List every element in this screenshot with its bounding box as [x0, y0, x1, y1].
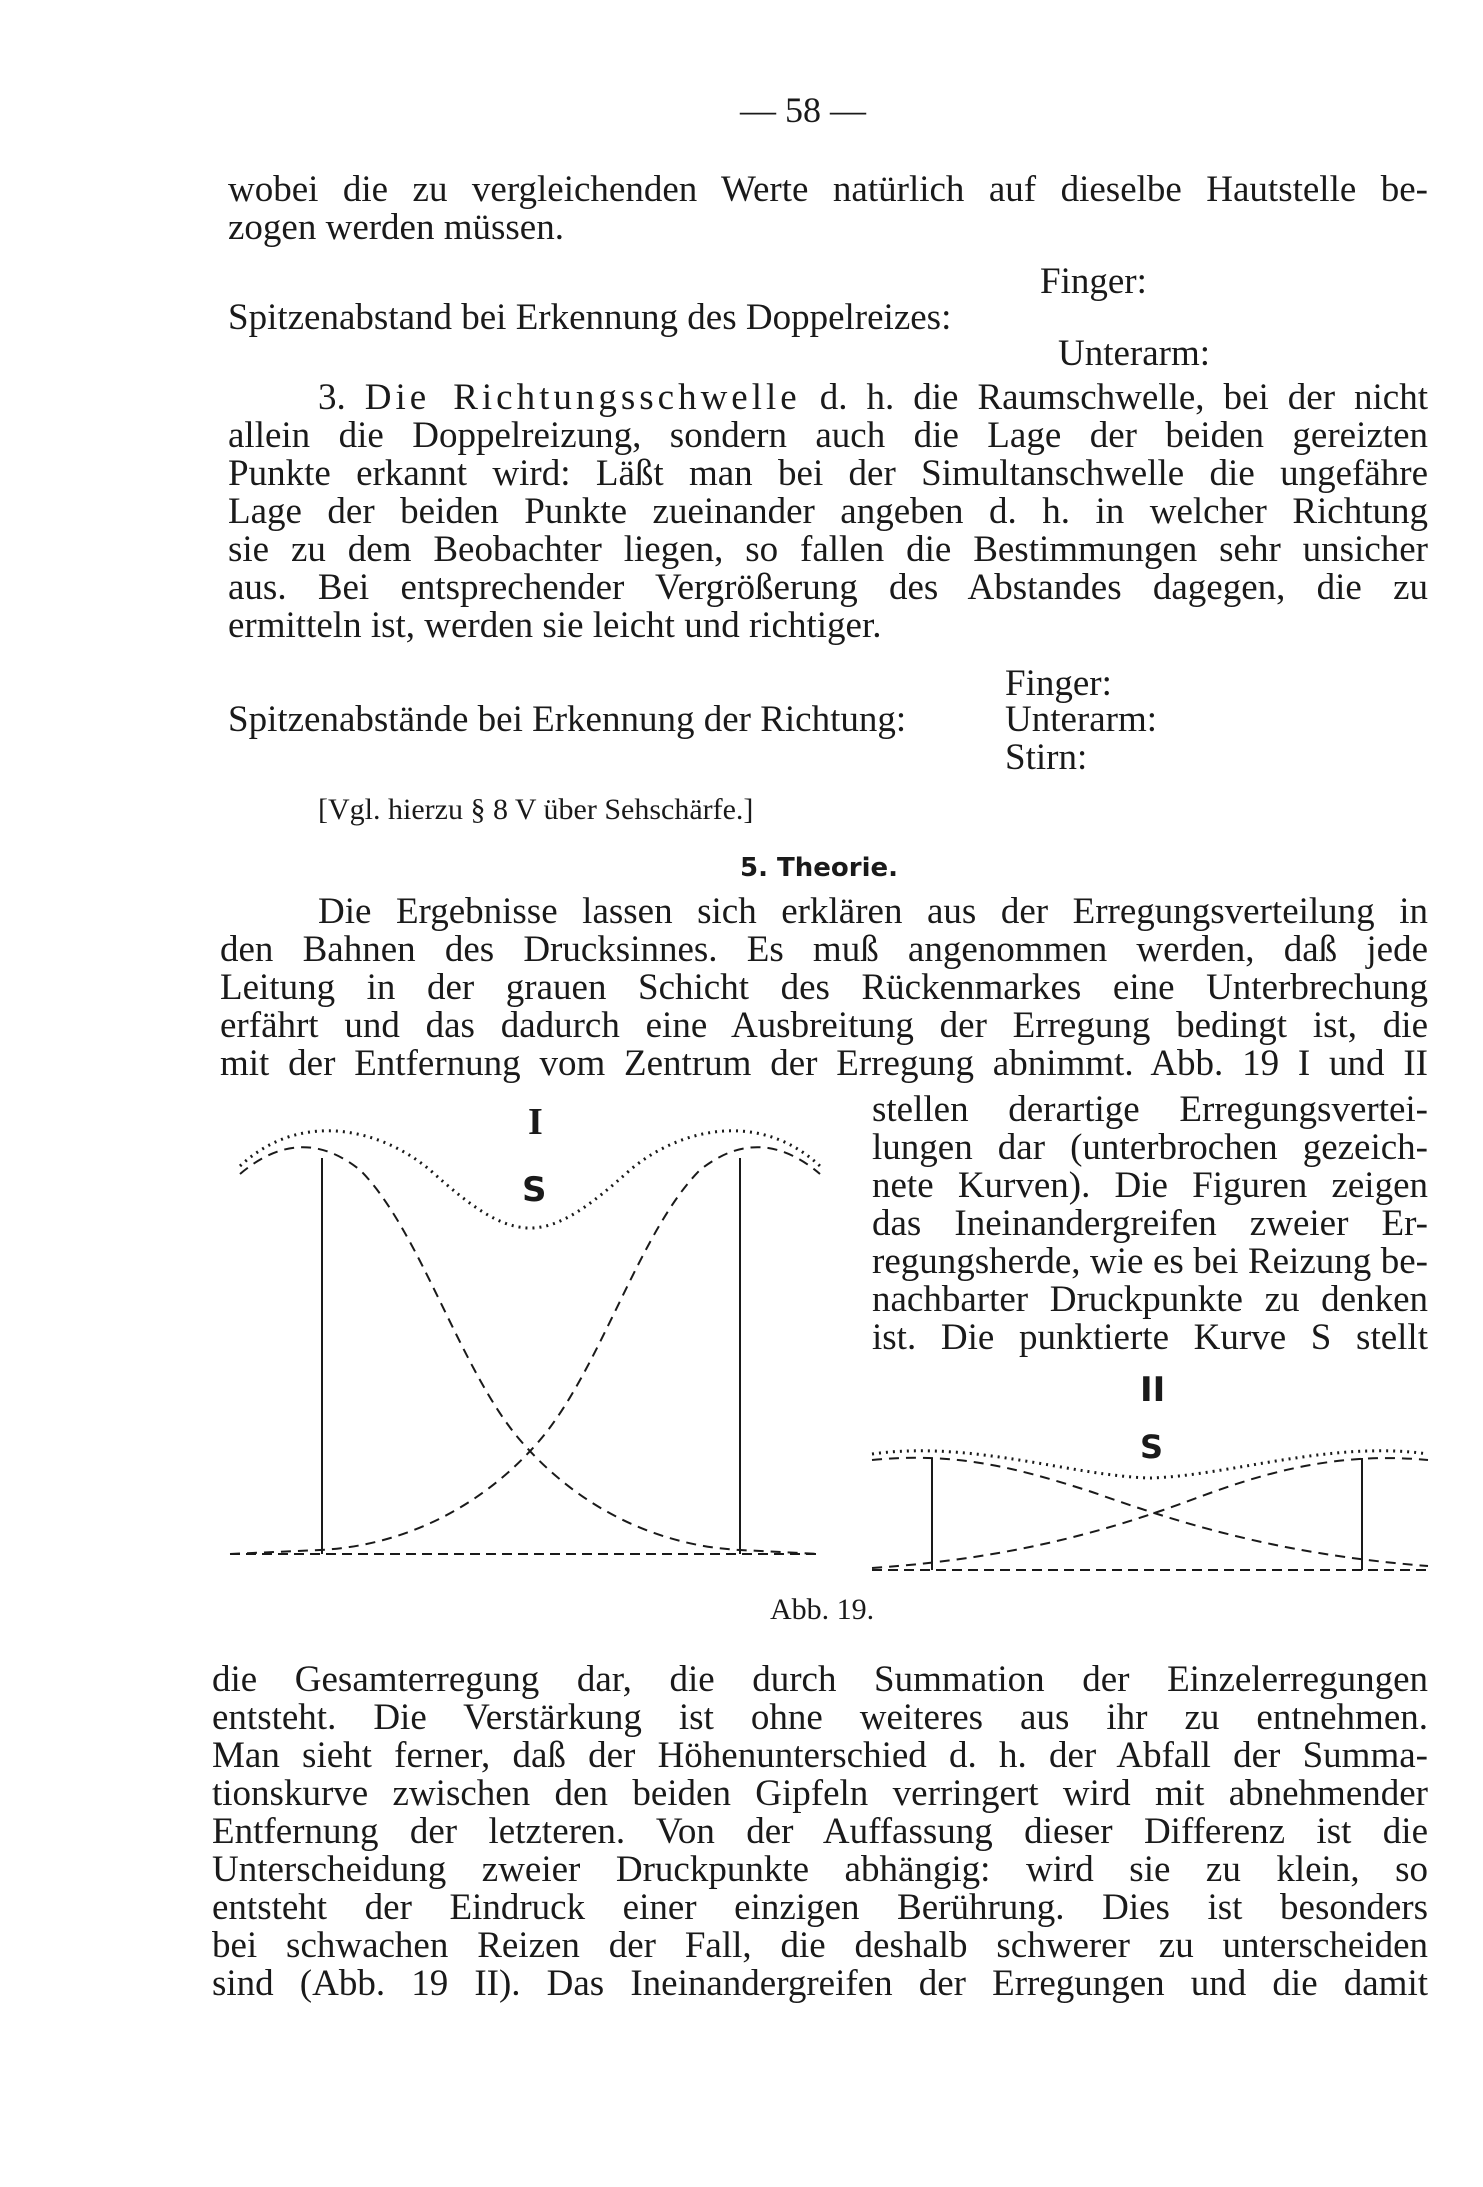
measure2-unterarm: Unterarm:: [1005, 699, 1158, 740]
section3-line-7: ermitteln ist, werden sie leicht und richtiger.: [228, 605, 882, 646]
measure1-finger: Finger:: [1040, 261, 1147, 302]
figure-II-left-excitation-curve: [872, 1458, 1428, 1566]
measure1-unterarm: Unterarm:: [1058, 333, 1211, 374]
figure-II-summation-curve: [872, 1451, 1428, 1478]
section5-heading: 5. Theorie.: [740, 853, 899, 883]
closing-line-1: die Gesamterregung dar, die durch Summation der Einzelerregungen: [212, 1659, 1428, 1700]
closing-line-5: Entfernung der letzteren. Von der Auffassung dieser Differenz ist die: [212, 1811, 1428, 1852]
closing-line-4: tionskurve zwischen den beiden Gipfeln verringert wird mit abnehmender: [212, 1773, 1428, 1814]
closing-line-3: Man sieht ferner, daß der Höhenunterschied d. h. der Abfall der Summa-: [212, 1735, 1428, 1776]
section3-line-3: Punkte erkannt wird: Läßt man bei der Simultanschwelle die ungefähre: [228, 453, 1428, 494]
section5-line-2: den Bahnen des Drucksinnes. Es muß angenommen werden, daß jede: [220, 929, 1428, 970]
section3-term: Die Richtungsschwelle: [364, 377, 801, 418]
section5-line-4: erfährt und das dadurch eine Ausbreitung der Erregung bedingt ist, die: [220, 1005, 1428, 1046]
measure2-finger: Finger:: [1005, 663, 1112, 704]
figure-II-right-excitation-curve: [872, 1458, 1428, 1568]
side-text-line-3: nete Kurven). Die Figuren zeigen: [872, 1165, 1428, 1206]
closing-line-9: sind (Abb. 19 II). Das Ineinandergreifen der Erregungen und die damit: [212, 1963, 1428, 2004]
section3-line-4: Lage der beiden Punkte zueinander angeben d. h. in welcher Richtung: [228, 491, 1428, 532]
figure-I-label: I: [528, 1101, 543, 1143]
intro-line-1: wobei die zu vergleichenden Werte natürlich auf dieselbe Hautstelle be-: [228, 169, 1428, 210]
side-text-line-6: nachbarter Druckpunkte zu denken: [872, 1279, 1428, 1320]
figure-I-s-label: S: [522, 1170, 547, 1210]
section5-line-1: Die Ergebnisse lassen sich erklären aus der Erregungsverteilung in: [318, 891, 1428, 932]
reference-note: [Vgl. hierzu § 8 V über Sehschärfe.]: [318, 793, 754, 826]
figure-II-s-label: S: [1140, 1428, 1164, 1466]
intro-line-2: zogen werden müssen.: [228, 207, 564, 248]
section3-line-5: sie zu dem Beobachter liegen, so fallen die Bestimmungen sehr unsicher: [228, 529, 1428, 570]
closing-line-8: bei schwachen Reizen der Fall, die deshalb schwerer zu unterscheiden: [212, 1925, 1428, 1966]
side-text-line-7: ist. Die punktierte Kurve S stellt: [872, 1317, 1428, 1358]
page-number: — 58 —: [740, 90, 866, 130]
section3-number: 3.: [318, 377, 346, 418]
measure2-stirn: Stirn:: [1005, 737, 1088, 778]
section3-line1-rest: d. h. die Raumschwelle, bei der nicht: [819, 377, 1429, 418]
closing-line-7: entsteht der Eindruck einer einzigen Berührung. Dies ist besonders: [212, 1887, 1428, 1928]
section3-line-6: aus. Bei entsprechender Vergrößerung des Abstandes dagegen, die zu: [228, 567, 1428, 608]
section5-line-3: Leitung in der grauen Schicht des Rückenmarkes eine Unterbrechung: [220, 967, 1428, 1008]
side-text-line-4: das Ineinandergreifen zweier Er-: [872, 1203, 1428, 1244]
side-text-line-1: stellen derartige Erregungsvertei-: [872, 1089, 1428, 1130]
side-text-line-5: regungsherde, wie es bei Reizung be-: [872, 1241, 1428, 1282]
section3-line-2: allein die Doppelreizung, sondern auch die Lage der beiden gereizten: [228, 415, 1428, 456]
section3-line-1: [318, 378, 1428, 418]
figure-II-label: II: [1140, 1370, 1166, 1410]
measure1-label: Spitzenabstand bei Erkennung des Doppelreizes:: [228, 297, 952, 338]
measure2-label: Spitzenabstände bei Erkennung der Richtung:: [228, 699, 907, 740]
closing-line-6: Unterscheidung zweier Druckpunkte abhängig: wird sie zu klein, so: [212, 1849, 1428, 1890]
side-text-line-2: lungen dar (unterbrochen gezeich-: [872, 1127, 1428, 1168]
figure-caption: Abb. 19.: [770, 1593, 875, 1626]
closing-line-2: entsteht. Die Verstärkung ist ohne weiteres aus ihr zu entnehmen.: [212, 1697, 1428, 1738]
figure-II-diagram: [872, 1430, 1432, 1590]
section5-line-5: mit der Entfernung vom Zentrum der Erregung abnimmt. Abb. 19 I und II: [220, 1043, 1428, 1084]
